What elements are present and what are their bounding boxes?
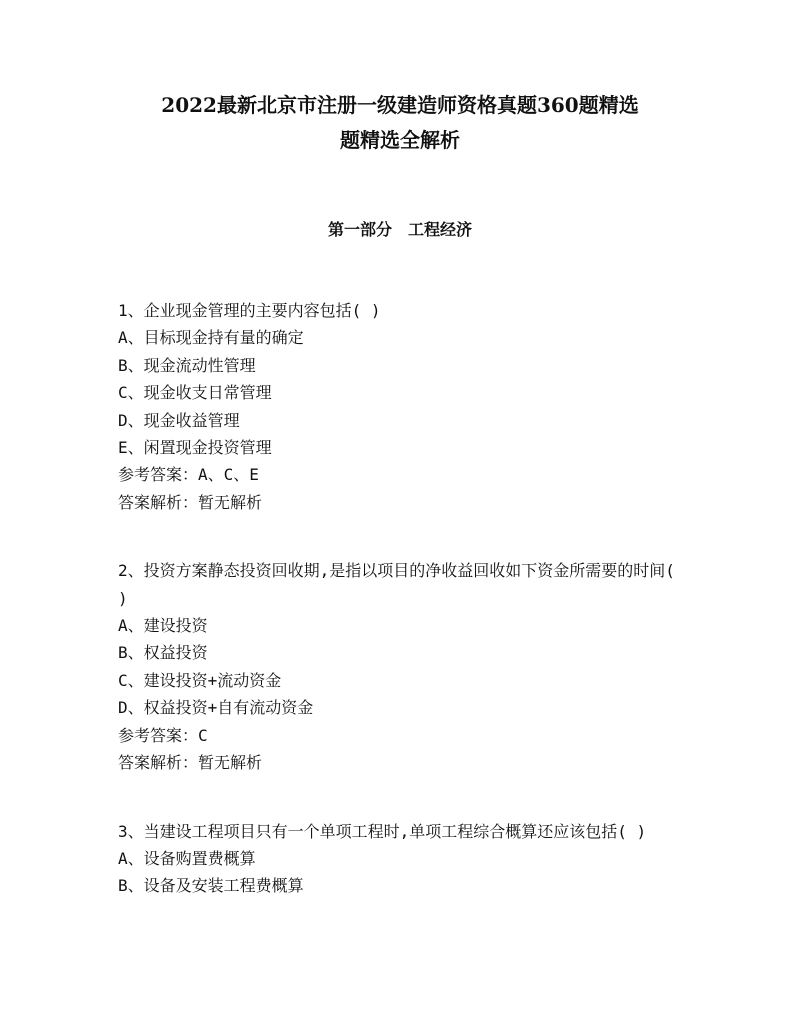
option-c: C、现金收支日常管理 — [118, 383, 272, 403]
option-d: D、权益投资+自有流动资金 — [118, 698, 314, 718]
option-a: A、目标现金持有量的确定 — [118, 328, 304, 348]
question-3 — [118, 818, 698, 900]
answer-analysis: 答案解析：暂无解析 — [118, 753, 263, 773]
option-b: B、权益投资 — [118, 643, 208, 663]
option-b: B、现金流动性管理 — [118, 355, 256, 375]
document-title — [60, 88, 740, 158]
reference-answer: 参考答案：A、C、E — [118, 465, 259, 485]
question-list — [118, 297, 698, 941]
reference-answer: 参考答案：C — [118, 725, 208, 745]
document-title-line-2: 题精选全解析 — [340, 128, 460, 152]
section-title: 第一部分 工程经济 — [327, 220, 472, 239]
question-1 — [118, 297, 698, 516]
option-a: A、建设投资 — [118, 616, 208, 636]
option-a: A、设备购置费概算 — [118, 848, 256, 868]
question-2 — [118, 557, 698, 776]
option-c: C、建设投资+流动资金 — [118, 670, 282, 690]
option-d: D、现金收益管理 — [118, 410, 240, 430]
option-e: E、闲置现金投资管理 — [118, 438, 272, 458]
option-b: B、设备及安装工程费概算 — [118, 876, 304, 896]
question-stem: 1、企业现金管理的主要内容包括( ) — [118, 301, 381, 320]
question-stem: 2、投资方案静态投资回收期,是指以项目的净收益回收如下资金所需要的时间( ) — [118, 561, 675, 608]
answer-analysis: 答案解析：暂无解析 — [118, 492, 263, 512]
question-stem: 3、当建设工程项目只有一个单项工程时,单项工程综合概算还应该包括( ) — [118, 821, 647, 841]
document-title-line-1: 2022最新北京市注册一级建造师资格真题360题精选 — [161, 93, 639, 117]
